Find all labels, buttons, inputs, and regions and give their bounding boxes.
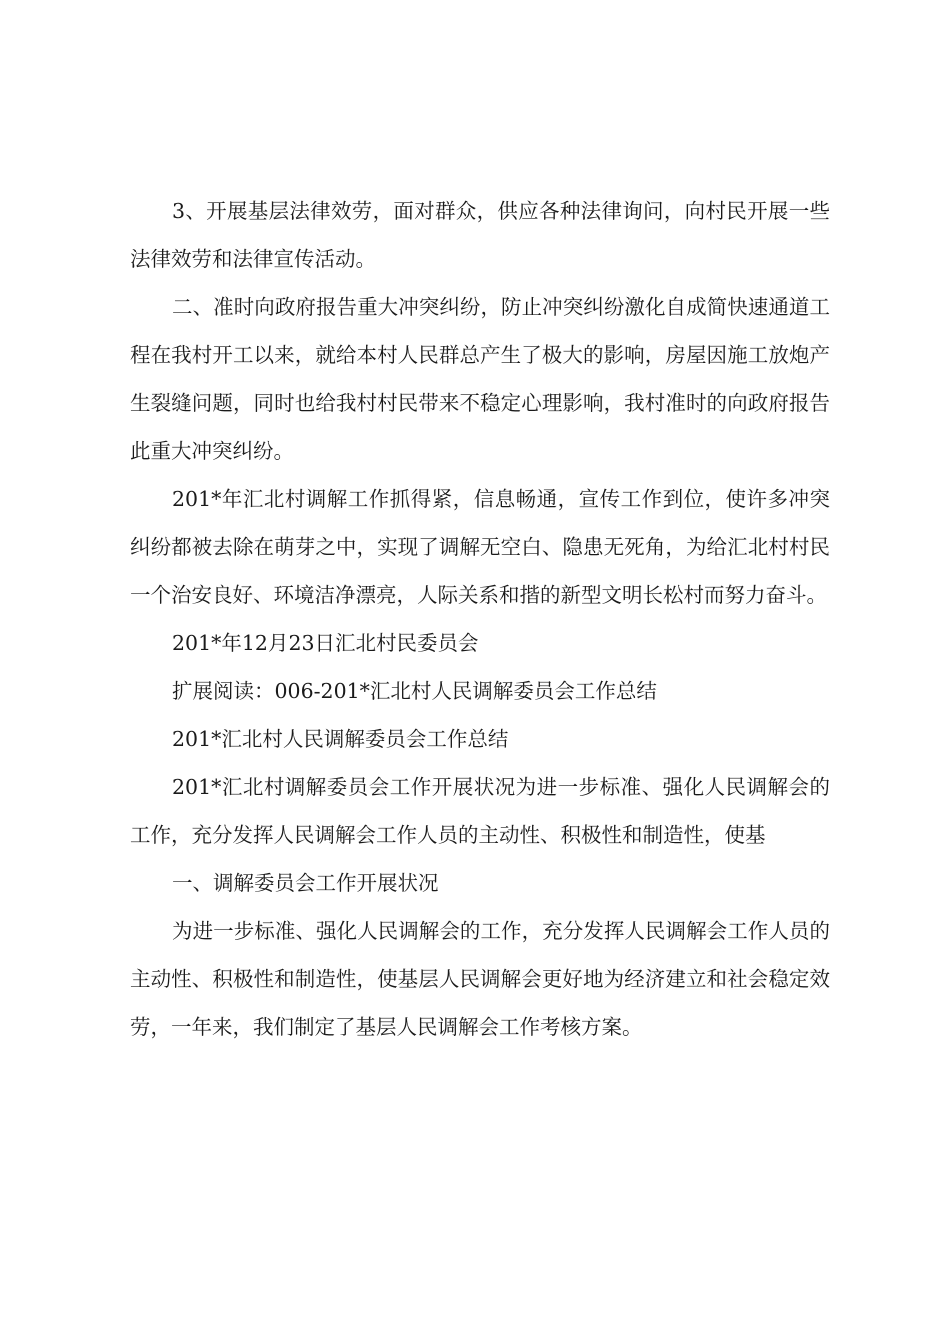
paragraph-extended-reading: 扩展阅读：006-201*汇北村人民调解委员会工作总结 — [172, 679, 657, 703]
paragraph-date-signature: 201*年12月23日汇北村民委员会 — [172, 631, 479, 655]
section-heading-work-status: 一、调解委员会工作开展状况 — [172, 871, 439, 895]
paragraph-mediation-summary: 201*年汇北村调解工作抓得紧，信息畅通，宣传工作到位，使许多冲突纠纷都被去除在萌芽之中，实现了调解无空白、隐患无死角，为给汇北村村民一个治安良好、环境洁净漂亮，人际关系和揩的新型文明长松村而努力奋斗。 — [130, 487, 830, 607]
paragraph-report-intro: 201*汇北村调解委员会工作开展状况为进一步标准、强化人民调解会的工作，充分发挥人民调解会工作人员的主动性、积极性和制造性，使基 — [130, 775, 830, 847]
paragraph-legal-service: 3、开展基层法律效劳，面对群众，供应各种法律询问，向村民开展一些法律效劳和法律宣传活动。 — [130, 199, 830, 271]
paragraph-report-title: 201*汇北村人民调解委员会工作总结 — [172, 727, 509, 751]
paragraph-report-disputes: 二、准时向政府报告重大冲突纠纷，防止冲突纠纷激化自成简快速通道工程在我村开工以来，就给本村人民群总产生了极大的影响，房屋因施工放炮产生裂缝问题，同时也给我村村民带来不稳定心理影响，我村准时的向政府报告此重大冲突纠纷。 — [130, 295, 830, 463]
paragraph-assessment-plan: 为进一步标准、强化人民调解会的工作，充分发挥人民调解会工作人员的主动性、积极性和制造性，使基层人民调解会更好地为经济建立和社会稳定效劳，一年来，我们制定了基层人民调解会工作考核方案。 — [130, 919, 830, 1039]
document-body — [130, 187, 830, 1051]
